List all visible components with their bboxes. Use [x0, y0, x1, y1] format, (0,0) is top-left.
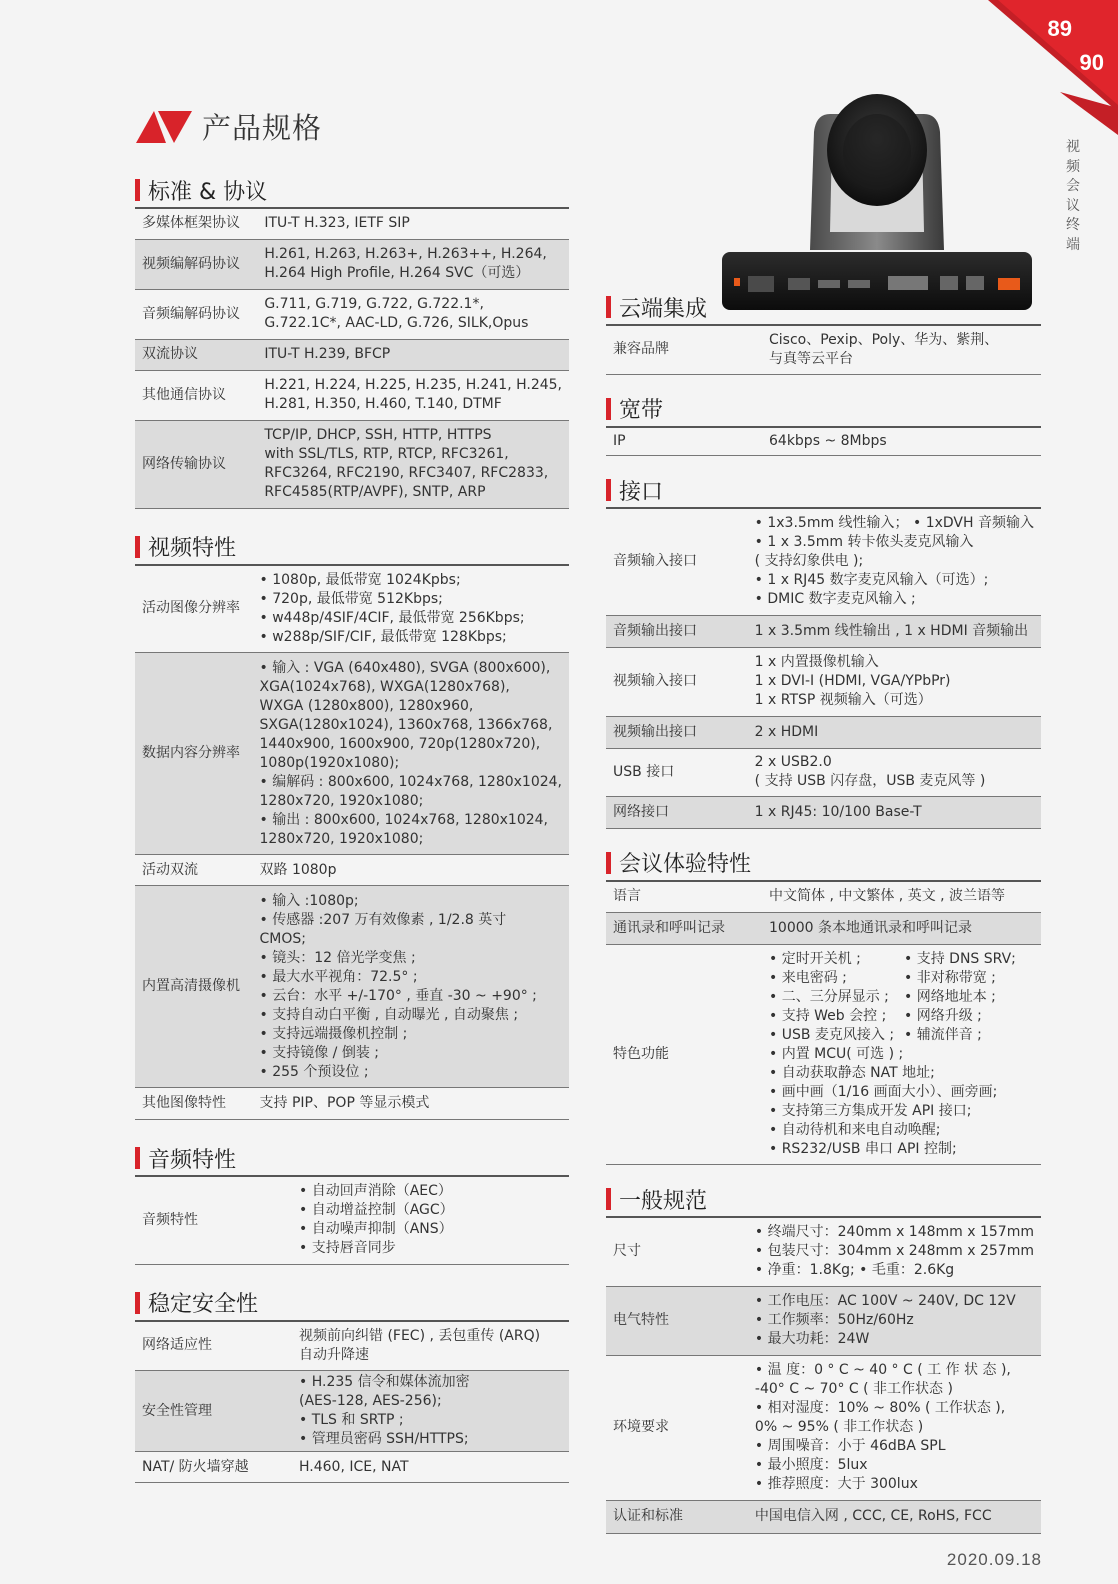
spec-row	[135, 1176, 569, 1264]
section-title-text: 稳定安全性	[148, 1292, 259, 1317]
spec-value-line: ( 支持幻象供电 );	[754, 553, 864, 570]
spec-value	[762, 913, 1041, 945]
spec-value	[257, 339, 569, 370]
spec-value-line: • 网络地址本 ;	[904, 989, 996, 1005]
spec-value-line: 1080p(1920x1080);	[259, 754, 400, 771]
spec-key: 活动双流	[142, 861, 198, 878]
spec-value-line: • 净重：1.8Kg; • 毛重：2.6Kg	[754, 1262, 955, 1279]
spec-value-line: • 内置 MCU( 可选 ) ;	[769, 1046, 904, 1062]
page-title: 产品规格	[136, 106, 322, 147]
spec-row	[135, 289, 569, 339]
spec-value-line: • 支持第三方集成开发 API 接口;	[769, 1103, 972, 1119]
spec-value	[257, 370, 569, 420]
spec-key: 音频编解码协议	[142, 305, 240, 322]
section-0	[135, 173, 569, 509]
spec-key: 兼容品牌	[613, 341, 669, 358]
spec-value	[257, 420, 569, 508]
spec-value-line: • DMIC 数字麦克风输入 ;	[754, 591, 916, 608]
spec-value-line: H.221, H.224, H.225, H.235, H.241, H.245,	[264, 377, 562, 393]
spec-value-line: • 支持自动白平衡 , 自动曝光 , 自动聚焦 ;	[259, 1006, 519, 1023]
spec-key: 活动图像分辨率	[142, 600, 240, 617]
spec-value-line: • 二、三分屏显示 ;	[769, 989, 889, 1005]
spec-row	[135, 370, 569, 420]
spec-value-line: H.261, H.263, H.263+, H.263++, H.264,	[264, 246, 547, 262]
spec-value-line: • w288p/SIF/CIF, 最低带宽 128Kbps;	[259, 628, 507, 645]
section-title	[606, 473, 1041, 507]
spec-value-line: • 终端尺寸：240mm x 148mm x 157mm	[754, 1224, 1034, 1241]
page-number-bottom: 90	[1079, 50, 1104, 75]
right-column	[606, 290, 1041, 1534]
spec-value-line: RFC3264, RFC2190, RFC3407, RFC2833,	[264, 465, 549, 481]
section-title	[135, 173, 569, 207]
spec-row	[606, 796, 1041, 828]
spec-value-line: G.722.1C*, AAC-LD, G.726, SILK,Opus	[264, 315, 529, 331]
spec-value	[253, 653, 569, 855]
section-1	[606, 392, 1041, 457]
spec-table	[606, 880, 1041, 1166]
spec-value-line: • 支持远端摄像机控制 ;	[259, 1025, 408, 1042]
spec-value-line: • 最小照度：5lux	[754, 1457, 868, 1473]
spec-value-line: • 工作电压：AC 100V ~ 240V, DC 12V	[754, 1293, 1016, 1309]
spec-value	[762, 325, 1041, 374]
spec-row	[135, 239, 569, 289]
spec-value-line: • 支持唇音同步	[299, 1240, 396, 1257]
spec-value	[253, 1088, 569, 1120]
spec-value-line: TCP/IP, DHCP, SSH, HTTP, HTTPS	[264, 427, 492, 443]
spec-key: 认证和标准	[613, 1508, 683, 1524]
spec-row	[135, 855, 569, 886]
section-4	[606, 1182, 1041, 1534]
spec-value-line: • 辅流伴音 ;	[904, 1027, 982, 1043]
spec-value-line: 双路 1080p	[259, 861, 337, 878]
spec-value-line: • 传感器 :207 万有效像素 , 1/2.8 英寸	[259, 911, 507, 928]
spec-row	[606, 325, 1041, 374]
spec-value-line: • 输出 : 800x600, 1024x768, 1280x1024,	[259, 811, 548, 828]
page-number-top: 89	[1047, 16, 1072, 41]
spec-row	[606, 945, 1041, 1165]
spec-value-line: Cisco、Pexip、Poly、华为、紫荆、	[769, 331, 999, 348]
spec-row	[135, 1371, 569, 1452]
spec-value	[257, 239, 569, 289]
spec-value-line: 自动升降速	[299, 1346, 369, 1363]
spec-value-line: • 1 x RJ45 数字麦克风输入（可选）;	[754, 572, 989, 589]
spec-value-line: • 来电密码 ;	[769, 970, 847, 986]
spec-table	[606, 426, 1041, 457]
spec-value-line: • 网络升级 ;	[904, 1008, 982, 1024]
spec-value	[748, 716, 1041, 748]
spec-value-line: • 相对湿度：10% ~ 80% ( 工作状态 ),	[754, 1400, 1006, 1416]
spec-value	[748, 615, 1041, 647]
spec-value-line: • w448p/4SIF/4CIF, 最低带宽 256Kbps;	[259, 609, 525, 626]
spec-value-line: • 输入 : VGA (640x480), SVGA (800x600),	[259, 659, 551, 676]
spec-key: 内置高清摄像机	[142, 978, 240, 994]
spec-row	[135, 1088, 569, 1120]
spec-row	[606, 647, 1041, 716]
spec-row	[606, 716, 1041, 748]
spec-value	[253, 855, 569, 886]
spec-value-line: 10000 条本地通讯录和呼叫记录	[769, 920, 972, 936]
spec-value-line: WXGA (1280x800), 1280x960,	[259, 697, 474, 714]
spec-value-line: • 自动获取静态 NAT 地址;	[769, 1065, 935, 1081]
section-marker	[135, 1147, 140, 1169]
left-column	[135, 173, 569, 1483]
section-1	[135, 530, 569, 1121]
spec-value-line: • 包装尺寸：304mm x 248mm x 257mm	[754, 1243, 1034, 1260]
spec-value-line: 中文简体 , 中文繁体 , 英文 , 波兰语等	[769, 888, 1006, 905]
spec-value-line: • 1080p, 最低带宽 1024Kpbs;	[259, 571, 461, 588]
spec-key: 电气特性	[613, 1312, 669, 1328]
spec-row	[135, 420, 569, 508]
spec-value-line: • 255 个预设位 ;	[259, 1063, 369, 1080]
spec-value	[748, 796, 1041, 828]
section-marker	[606, 852, 611, 874]
spec-key: 其他通信协议	[142, 386, 226, 403]
spec-table	[135, 207, 569, 509]
section-marker	[606, 398, 611, 420]
spec-value-line: • 编解码 : 800x600, 1024x768, 1280x1024,	[259, 773, 562, 790]
spec-key: 环境要求	[613, 1419, 669, 1435]
spec-value	[292, 1371, 569, 1452]
spec-key: IP	[613, 432, 626, 449]
spec-key: 视频编解码协议	[142, 255, 240, 272]
spec-value-line: 1 x DVI-I (HDMI, VGA/YPbPr)	[754, 673, 951, 689]
spec-row	[135, 565, 569, 653]
section-title-text: 会议体验特性	[619, 852, 752, 877]
spec-value-line: 视频前向纠错 (FEC) , 丢包重传 (ARQ)	[299, 1327, 541, 1344]
section-title	[606, 846, 1041, 880]
spec-key: 网络接口	[613, 803, 669, 820]
spec-value-line: SXGA(1280x1024), 1360x768, 1366x768,	[259, 716, 553, 733]
spec-value-line: • 支持镜像 / 倒装 ;	[259, 1044, 380, 1061]
spec-value-line: • H.235 信令和媒体流加密	[299, 1374, 470, 1390]
section-title	[606, 290, 1041, 324]
spec-key: 数据内容分辨率	[142, 745, 240, 761]
spec-key: 视频输入接口	[613, 673, 697, 689]
spec-value-line: 0% ~ 95% ( 非工作状态 )	[754, 1419, 924, 1435]
spec-value-line: RFC4585(RTP/AVPF), SNTP, ARP	[264, 484, 486, 500]
spec-value-line: 1 x 3.5mm 线性输出 , 1 x HDMI 音频输出	[754, 622, 1029, 639]
spec-value-line: • 画中画（1/16 画面大小）、画旁画;	[769, 1084, 998, 1100]
spec-value-line: ITU-T H.323, IETF SIP	[264, 215, 410, 232]
spec-key: 其他图像特性	[142, 1095, 226, 1111]
section-title	[135, 1141, 569, 1175]
spec-value	[762, 945, 1041, 1165]
spec-value	[748, 748, 1041, 796]
side-vertical-title: 视 频 会 议 终 端	[1066, 139, 1080, 253]
spec-value-line: with SSL/TLS, RTP, RTCP, RFC3261,	[264, 446, 509, 462]
section-2	[606, 473, 1041, 829]
section-title-text: 宽带	[619, 398, 664, 423]
spec-value	[748, 508, 1041, 615]
spec-value-line: 1 x RTSP 视频输入（可选）	[754, 692, 932, 708]
spec-value-line: • 云台：水平 +/-170° , 垂直 -30 ~ +90° ;	[259, 987, 537, 1004]
spec-value-line: ( 支持 USB 闪存盘，USB 麦克风等 )	[754, 773, 986, 789]
spec-value-pair	[769, 1007, 1034, 1026]
spec-value-line: • 管理员密码 SSH/HTTPS;	[299, 1431, 469, 1447]
spec-value-line: • TLS 和 SRTP ;	[299, 1412, 404, 1428]
spec-value-line: 1280x720, 1920x1080;	[259, 792, 424, 809]
spec-value-line: • 定时开关机 ;	[769, 951, 861, 967]
spec-value-pair	[769, 988, 1034, 1007]
spec-row	[606, 1217, 1041, 1286]
spec-value-line: -40° C ~ 70° C ( 非工作状态 )	[754, 1381, 953, 1397]
section-marker	[135, 179, 140, 201]
spec-value-line: • 输入 :1080p;	[259, 892, 359, 909]
spec-row	[135, 1452, 569, 1483]
spec-value	[253, 565, 569, 653]
spec-value-line: • USB 麦克风接入 ;	[769, 1027, 895, 1043]
spec-row	[606, 427, 1041, 456]
spec-value-line: H.264 High Profile, H.264 SVC（可选）	[264, 265, 530, 281]
section-title-text: 接口	[619, 479, 664, 505]
spec-value-line: • 最大功耗：24W	[754, 1331, 870, 1347]
spec-value-line: H.460, ICE, NAT	[299, 1458, 409, 1475]
spec-value	[762, 881, 1041, 913]
section-3	[606, 846, 1041, 1166]
spec-value-line: • 最大水平视角：72.5° ;	[259, 968, 418, 985]
spec-key: 特色功能	[613, 1046, 669, 1062]
spec-value-line: 1 x RJ45: 10/100 Base-T	[754, 803, 922, 820]
spec-value	[292, 1452, 569, 1483]
spec-key: 通讯录和呼叫记录	[613, 920, 725, 936]
spec-value-line: • 温 度：0 ° C ~ 40 ° C ( 工 作 状 态 ),	[754, 1362, 1011, 1378]
spec-value	[748, 1355, 1041, 1500]
section-title	[606, 392, 1041, 426]
spec-row	[606, 1355, 1041, 1500]
section-title-text: 一般规范	[619, 1188, 708, 1214]
spec-value-line: 1280x720, 1920x1080;	[259, 830, 424, 847]
spec-row	[606, 1500, 1041, 1533]
spec-value	[292, 1176, 569, 1264]
spec-table	[606, 507, 1041, 829]
spec-row	[606, 881, 1041, 913]
spec-row	[135, 886, 569, 1088]
spec-value-line: XGA(1024x768), WXGA(1280x768),	[259, 678, 510, 695]
spec-value-line: • 720p, 最低带宽 512Kbps;	[259, 590, 443, 607]
spec-value-line: • 推荐照度：大于 300lux	[754, 1476, 918, 1492]
spec-value-line: • 非对称带宽 ;	[904, 970, 996, 986]
spec-key: NAT/ 防火墙穿越	[142, 1458, 249, 1475]
spec-value-line: 2 x HDMI	[754, 723, 819, 740]
spec-row	[135, 339, 569, 370]
spec-value-line: • 周围噪音：小于 46dBA SPL	[754, 1438, 946, 1454]
section-title	[606, 1182, 1041, 1216]
spec-value-line: H.281, H.350, H.460, T.140, DTMF	[264, 396, 502, 412]
publish-date: 2020.09.18	[946, 1550, 1042, 1569]
section-0	[606, 290, 1041, 375]
spec-key: 尺寸	[613, 1243, 641, 1260]
spec-value-line: • 1 x 3.5mm 转卡侬头麦克风输入	[754, 534, 974, 551]
spec-value	[748, 1217, 1041, 1286]
spec-value-line: 支持 PIP、POP 等显示模式	[259, 1095, 430, 1111]
spec-key: 视频输出接口	[613, 723, 697, 740]
spec-key: 双流协议	[142, 346, 198, 362]
spec-value-pair	[769, 950, 1034, 969]
spec-value	[253, 886, 569, 1088]
spec-table	[606, 1216, 1041, 1534]
spec-value	[257, 289, 569, 339]
spec-value-line: 中国电信入网 , CCC, CE, RoHS, FCC	[754, 1508, 992, 1524]
spec-row	[606, 615, 1041, 647]
spec-value-line: • 自动噪声抑制（ANS）	[299, 1221, 453, 1238]
spec-value	[292, 1321, 569, 1371]
spec-key: 音频输入接口	[613, 553, 697, 570]
section-title-text: 视频特性	[148, 536, 237, 561]
spec-value	[748, 1286, 1041, 1355]
spec-value	[748, 647, 1041, 716]
spec-key: 网络传输协议	[142, 455, 226, 472]
spec-row	[606, 748, 1041, 796]
section-marker	[606, 296, 611, 318]
section-marker	[135, 1292, 140, 1314]
spec-row	[135, 1321, 569, 1371]
section-3	[135, 1286, 569, 1484]
spec-row	[606, 1286, 1041, 1355]
spec-table	[135, 1320, 569, 1484]
spec-value-pair	[769, 969, 1034, 988]
spec-key: 音频特性	[142, 1211, 198, 1228]
spec-value-line: 64kbps ~ 8Mbps	[769, 432, 887, 449]
spec-table	[135, 564, 569, 1121]
spec-table	[135, 1175, 569, 1265]
spec-value-line: G.711, G.719, G.722, G.722.1*,	[264, 296, 484, 312]
spec-value-line: 2 x USB2.0	[754, 754, 832, 770]
spec-row	[606, 508, 1041, 615]
spec-value	[762, 427, 1041, 456]
spec-key: 安全性管理	[142, 1402, 212, 1419]
spec-value-line: 与真等云平台	[769, 350, 853, 367]
section-title	[135, 530, 569, 564]
section-title	[135, 1286, 569, 1320]
spec-value-line: CMOS;	[259, 930, 306, 947]
spec-value	[748, 1500, 1041, 1533]
spec-value-line: (AES-128, AES-256);	[299, 1393, 442, 1409]
section-marker	[606, 479, 611, 501]
spec-value-line: • RS232/USB 串口 API 控制;	[769, 1141, 957, 1157]
spec-value-line: • 自动回声消除（AEC）	[299, 1183, 452, 1200]
spec-key: 语言	[613, 888, 641, 905]
spec-value-line: 1 x 内置摄像机输入	[754, 654, 879, 670]
section-title-text: 标准 & 协议	[148, 179, 268, 205]
section-2	[135, 1141, 569, 1265]
spec-table	[606, 324, 1041, 375]
product-camera-image	[718, 92, 1036, 314]
spec-value-line: • 1x3.5mm 线性输入； • 1xDVH 音频输入	[754, 515, 1034, 532]
spec-key: 音频输出接口	[613, 622, 697, 639]
spec-row	[135, 653, 569, 855]
spec-value-pair	[769, 1026, 1034, 1045]
spec-value-line: • 镜头：12 倍光学变焦 ;	[259, 949, 416, 966]
spec-value-line: • 支持 Web 会控 ;	[769, 1008, 887, 1024]
section-title-text: 云端集成	[619, 296, 708, 322]
spec-value	[257, 208, 569, 239]
spec-value-line: • 支持 DNS SRV;	[904, 951, 1016, 967]
spec-value-line: ITU-T H.239, BFCP	[264, 346, 391, 362]
section-marker	[135, 536, 140, 558]
section-title-text: 音频特性	[148, 1147, 237, 1173]
spec-key: 多媒体框架协议	[142, 215, 240, 232]
spec-row	[135, 208, 569, 239]
spec-value-line: • 自动增益控制（AGC）	[299, 1202, 454, 1219]
spec-key: USB 接口	[613, 763, 675, 780]
spec-key: 网络适应性	[142, 1337, 212, 1354]
section-marker	[606, 1188, 611, 1210]
spec-value-line: 1440x900, 1600x900, 720p(1280x720),	[259, 735, 541, 752]
spec-row	[606, 913, 1041, 945]
brand-logo-icon	[136, 111, 192, 143]
spec-value-line: • 自动待机和来电自动唤醒;	[769, 1122, 941, 1138]
spec-value-line: • 工作频率：50Hz/60Hz	[754, 1312, 914, 1328]
